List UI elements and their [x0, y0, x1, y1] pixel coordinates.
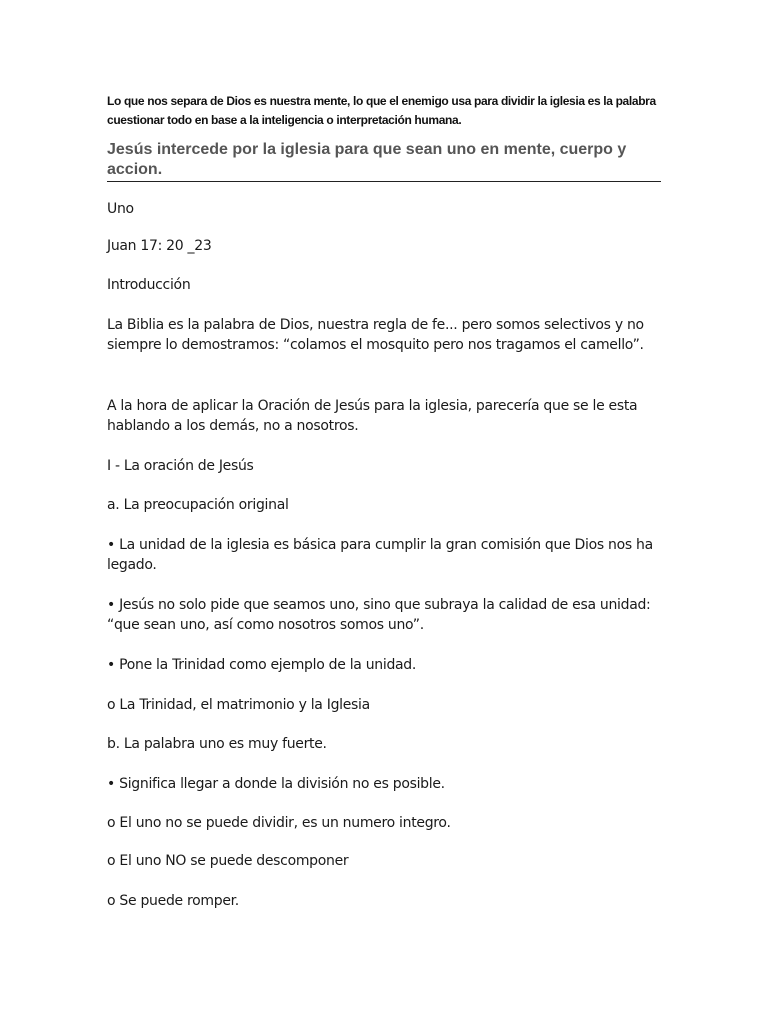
bullet-unity-quality: • Jesús no solo pide que seamos uno, sino que subraya la calidad de esa unidad: “que sean uno, así como nosotros somos uno”. — [107, 597, 651, 633]
paragraph-section-one: I - La oración de Jesús — [107, 458, 254, 474]
paragraph-bible: La Biblia es la palabra de Dios, nuestra regla de fe... pero somos selectivos y no siempre lo demostramos: “colamos el mosquito pero nos tragamos el camello”. — [107, 317, 644, 353]
sub-bullet-trinity: o La Trinidad, el matrimonio y la Iglesia — [107, 697, 370, 713]
sub-bullet-break: o Se puede romper. — [107, 893, 239, 909]
paragraph-intro-heading: Introducción — [107, 277, 191, 293]
bullet-trinity-example: • Pone la Trinidad como ejemplo de la unidad. — [107, 657, 417, 673]
intro-statement: Lo que nos separa de Dios es nuestra mente, lo que el enemigo usa para dividir la iglesia es la palabra cuestionar todo en base a la inteligencia o interpretación humana. — [107, 94, 656, 127]
document-heading: Jesús intercede por la iglesia para que sean uno en mente, cuerpo y accion. — [107, 140, 661, 182]
paragraph-title: Uno — [107, 201, 134, 217]
paragraph-reference: Juan 17: 20 _23 — [107, 238, 212, 254]
paragraph-prayer: A la hora de aplicar la Oración de Jesús para la iglesia, parecería que se le esta hablando a los demás, no a nosotros. — [107, 398, 638, 434]
bullet-division: • Significa llegar a donde la división no es posible. — [107, 776, 445, 792]
bullet-unity-basic: • La unidad de la iglesia es básica para cumplir la gran comisión que Dios nos ha legado. — [107, 537, 653, 573]
sub-bullet-integer: o El uno no se puede dividir, es un numero integro. — [107, 815, 451, 831]
paragraph-subsection-a: a. La preocupación original — [107, 497, 289, 513]
paragraph-subsection-b: b. La palabra uno es muy fuerte. — [107, 736, 327, 752]
sub-bullet-decompose: o El uno NO se puede descomponer — [107, 853, 349, 869]
